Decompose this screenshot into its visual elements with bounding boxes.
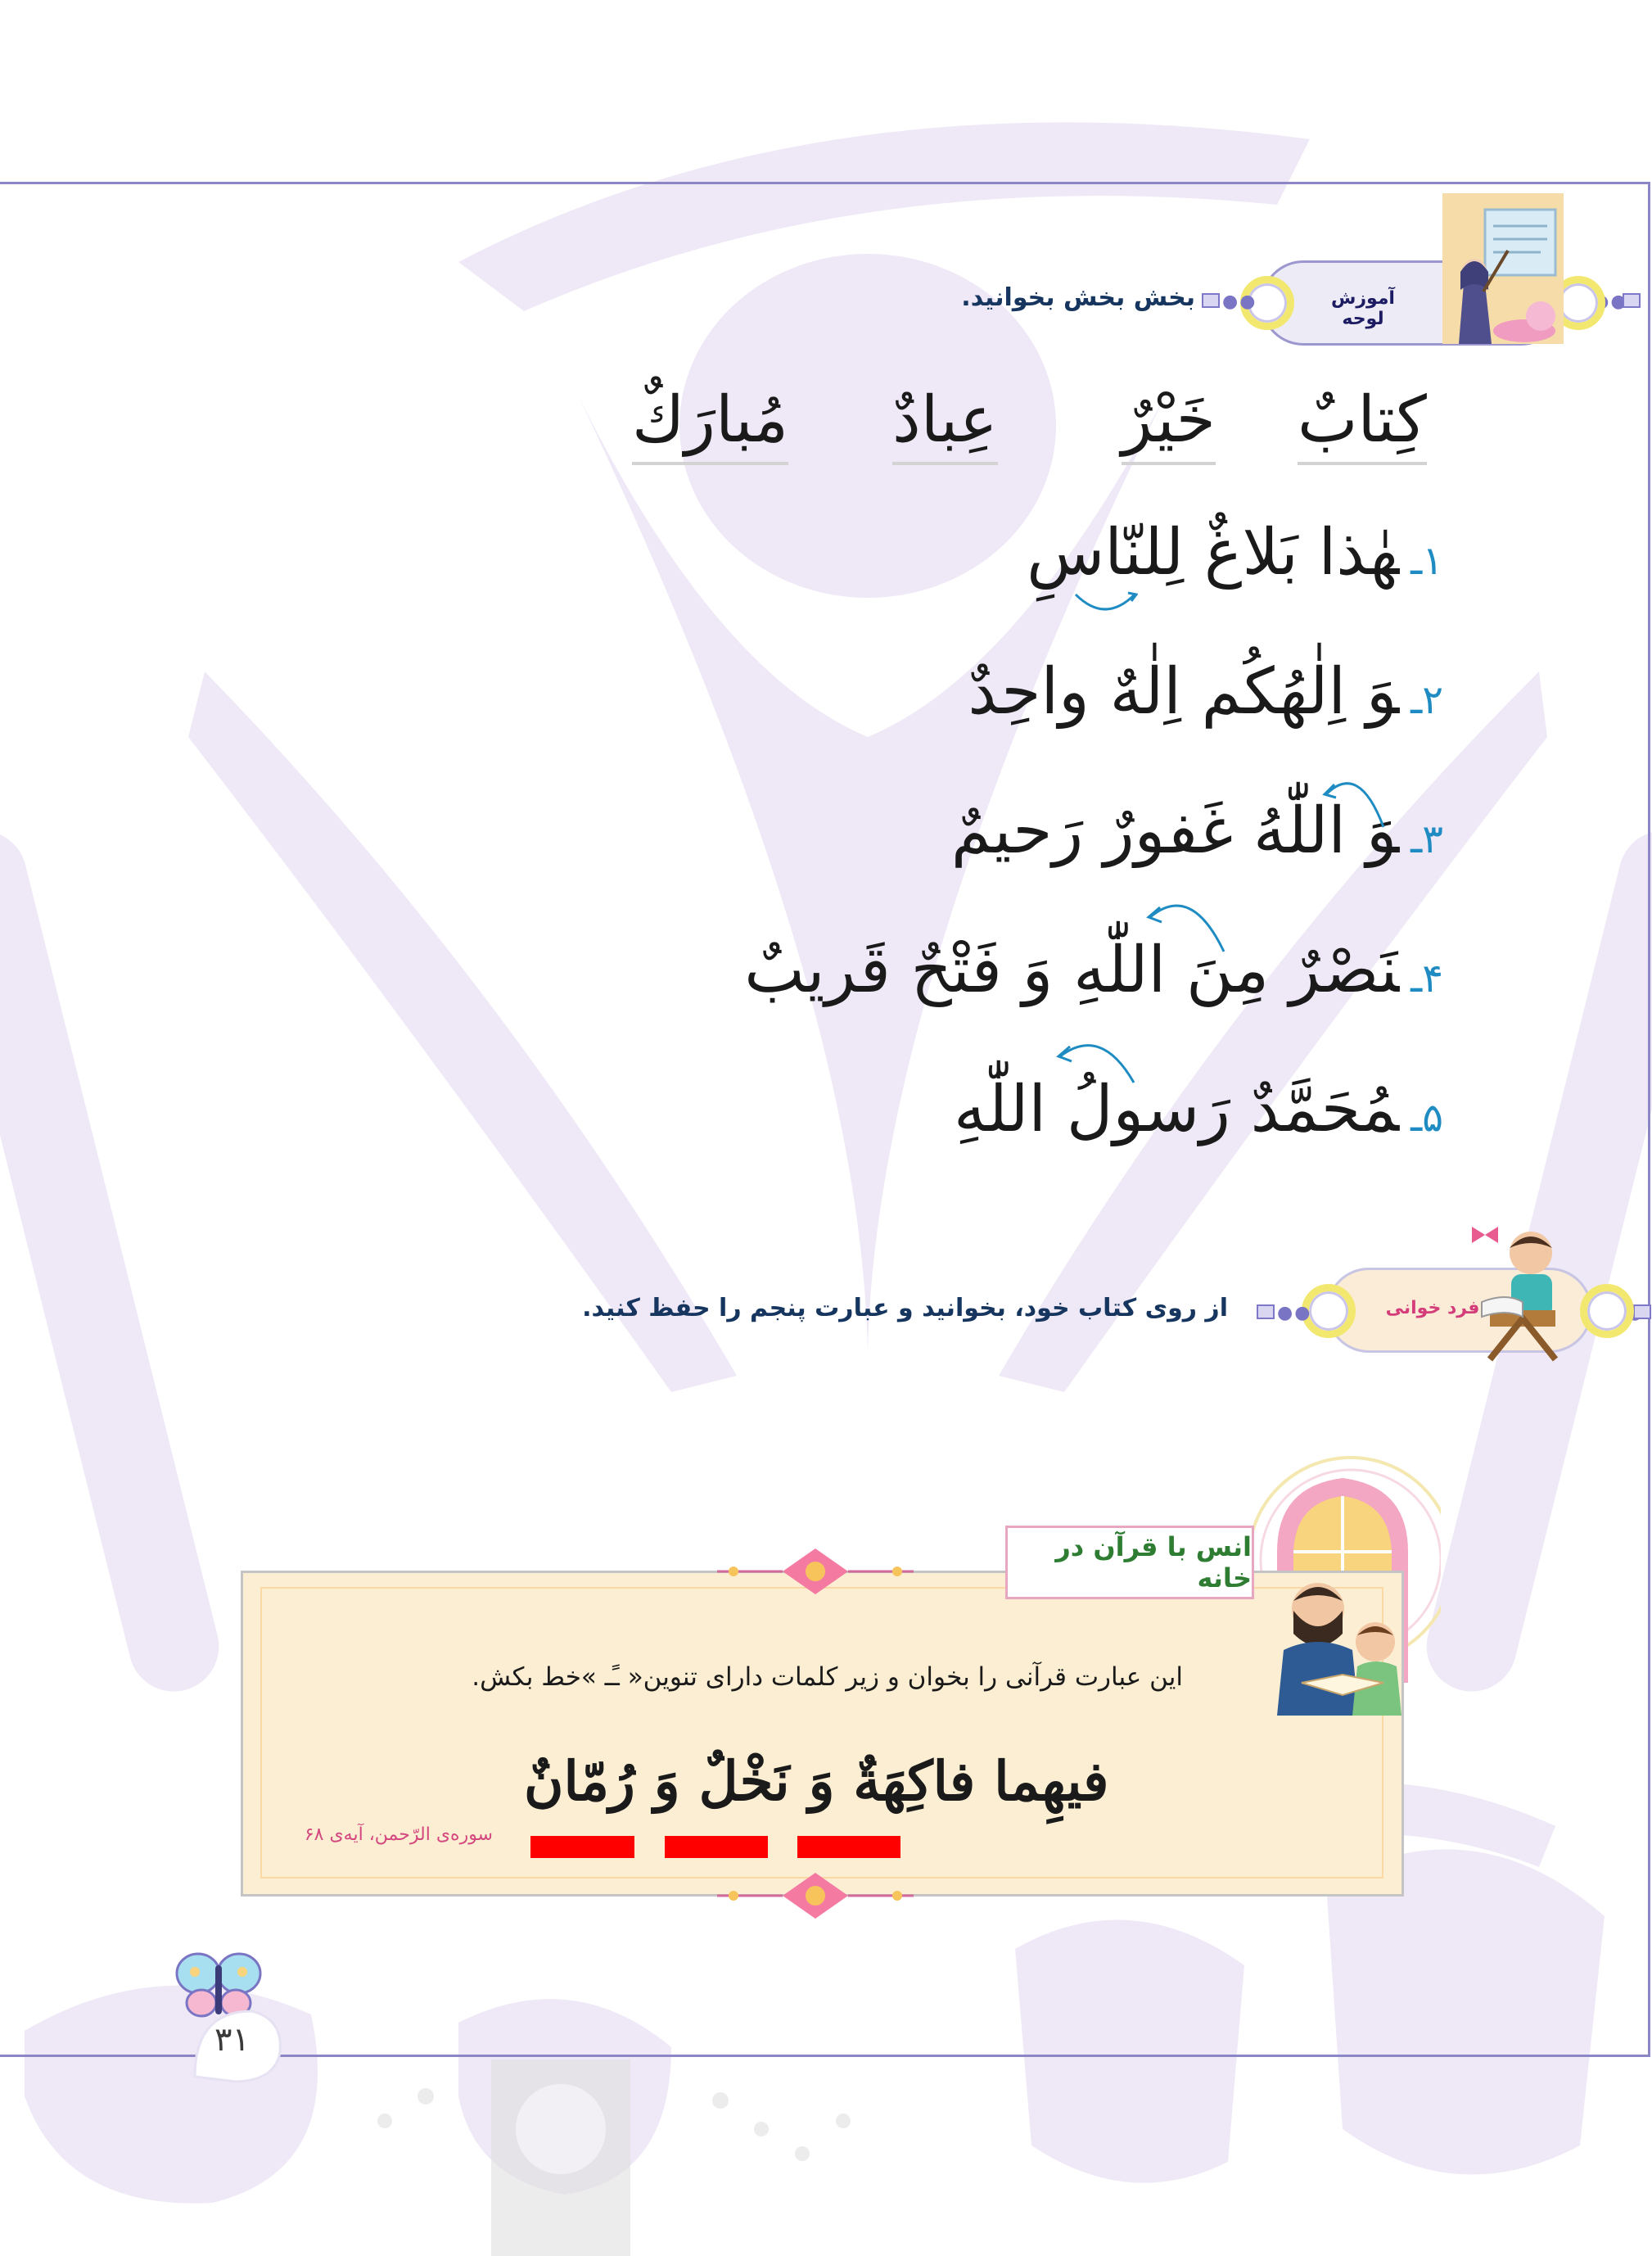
- line-text: وَ اللّٰهُ غَفورٌ رَحيمٌ: [950, 794, 1400, 868]
- section-label-lesson: آموزش لوحه: [1331, 288, 1395, 329]
- quran-line: [968, 655, 1443, 729]
- liaison-arrow-icon: [1072, 590, 1138, 622]
- square-bullet-icon: [1202, 293, 1220, 308]
- ornament-top-icon: [717, 1547, 914, 1596]
- section-instruction-lesson: بخش بخش بخوانید.: [961, 283, 1195, 312]
- home-verse: فيهِما فاكِهَةٌ وَ نَخْلٌ وَ رُمّانٌ: [524, 1749, 1109, 1813]
- home-title-box: [1005, 1526, 1254, 1599]
- home-instruction: این عبارت قرآنی را بخوان و زیر کلمات دارای تنوین« ـًـ »خط بکش.: [472, 1662, 1183, 1692]
- line-number: ۵ـ: [1411, 1095, 1443, 1141]
- ornament-bottom-icon: [717, 1871, 914, 1920]
- quran-line: [954, 1073, 1443, 1146]
- quran-line: [744, 934, 1443, 1007]
- underline-mark: [530, 1836, 634, 1858]
- section-instruction-individual: از روی کتاب خود، بخوانید و عبارت پنجم را حفظ کنید.: [582, 1294, 1228, 1322]
- word-item: عِبادٌ: [892, 383, 998, 465]
- underline-mark: [797, 1836, 900, 1858]
- line-text: هٰذا بَلاغٌ لِلنّاسِ: [1027, 516, 1400, 590]
- word-item: مُبارَكٌ: [632, 383, 788, 465]
- home-title: انس با قرآن در خانه: [1055, 1531, 1252, 1594]
- boy-reading-illustration: [1465, 1220, 1572, 1363]
- line-number: ٣ـ: [1411, 816, 1443, 862]
- liaison-arrow-icon: [1142, 893, 1232, 958]
- line-number: ٢ـ: [1411, 677, 1443, 723]
- header-connector-dots: ●●: [1222, 292, 1257, 312]
- line-text: نَصْرٌ مِنَ اللّٰهِ وَ فَتْحٌ قَريبٌ: [744, 934, 1400, 1007]
- teacher-at-board-illustration: [1442, 193, 1564, 344]
- line-text: وَ اِلٰهُكُم اِلٰهٌ واحِدٌ: [968, 655, 1400, 729]
- square-bullet-icon: [1633, 1304, 1651, 1319]
- father-and-child-reading-illustration: [1261, 1560, 1416, 1716]
- word-item: كِتابٌ: [1298, 383, 1427, 465]
- underline-mark: [665, 1836, 768, 1858]
- line-text: مُحَمَّدٌ رَسولُ اللّٰهِ: [954, 1073, 1400, 1146]
- line-number: ١ـ: [1411, 538, 1443, 584]
- liaison-arrow-icon: [1318, 770, 1392, 835]
- quran-line: [1027, 516, 1443, 590]
- word-item: خَيْرٌ: [1122, 383, 1216, 465]
- section-label-individual: فرد خوانی: [1385, 1298, 1480, 1318]
- line-number: ۴ـ: [1411, 956, 1443, 1001]
- square-bullet-icon: [1257, 1304, 1275, 1319]
- yellow-ring-icon: [1580, 1284, 1634, 1338]
- header-connector-dots: ●●: [1277, 1303, 1312, 1323]
- verse-reference: سوره‌ی الرّحمن، آیه‌ی ۶۸: [304, 1824, 493, 1845]
- liaison-arrow-icon: [1052, 1033, 1142, 1091]
- square-bullet-icon: [1623, 293, 1641, 308]
- page-number: ۳۱: [214, 2021, 250, 2059]
